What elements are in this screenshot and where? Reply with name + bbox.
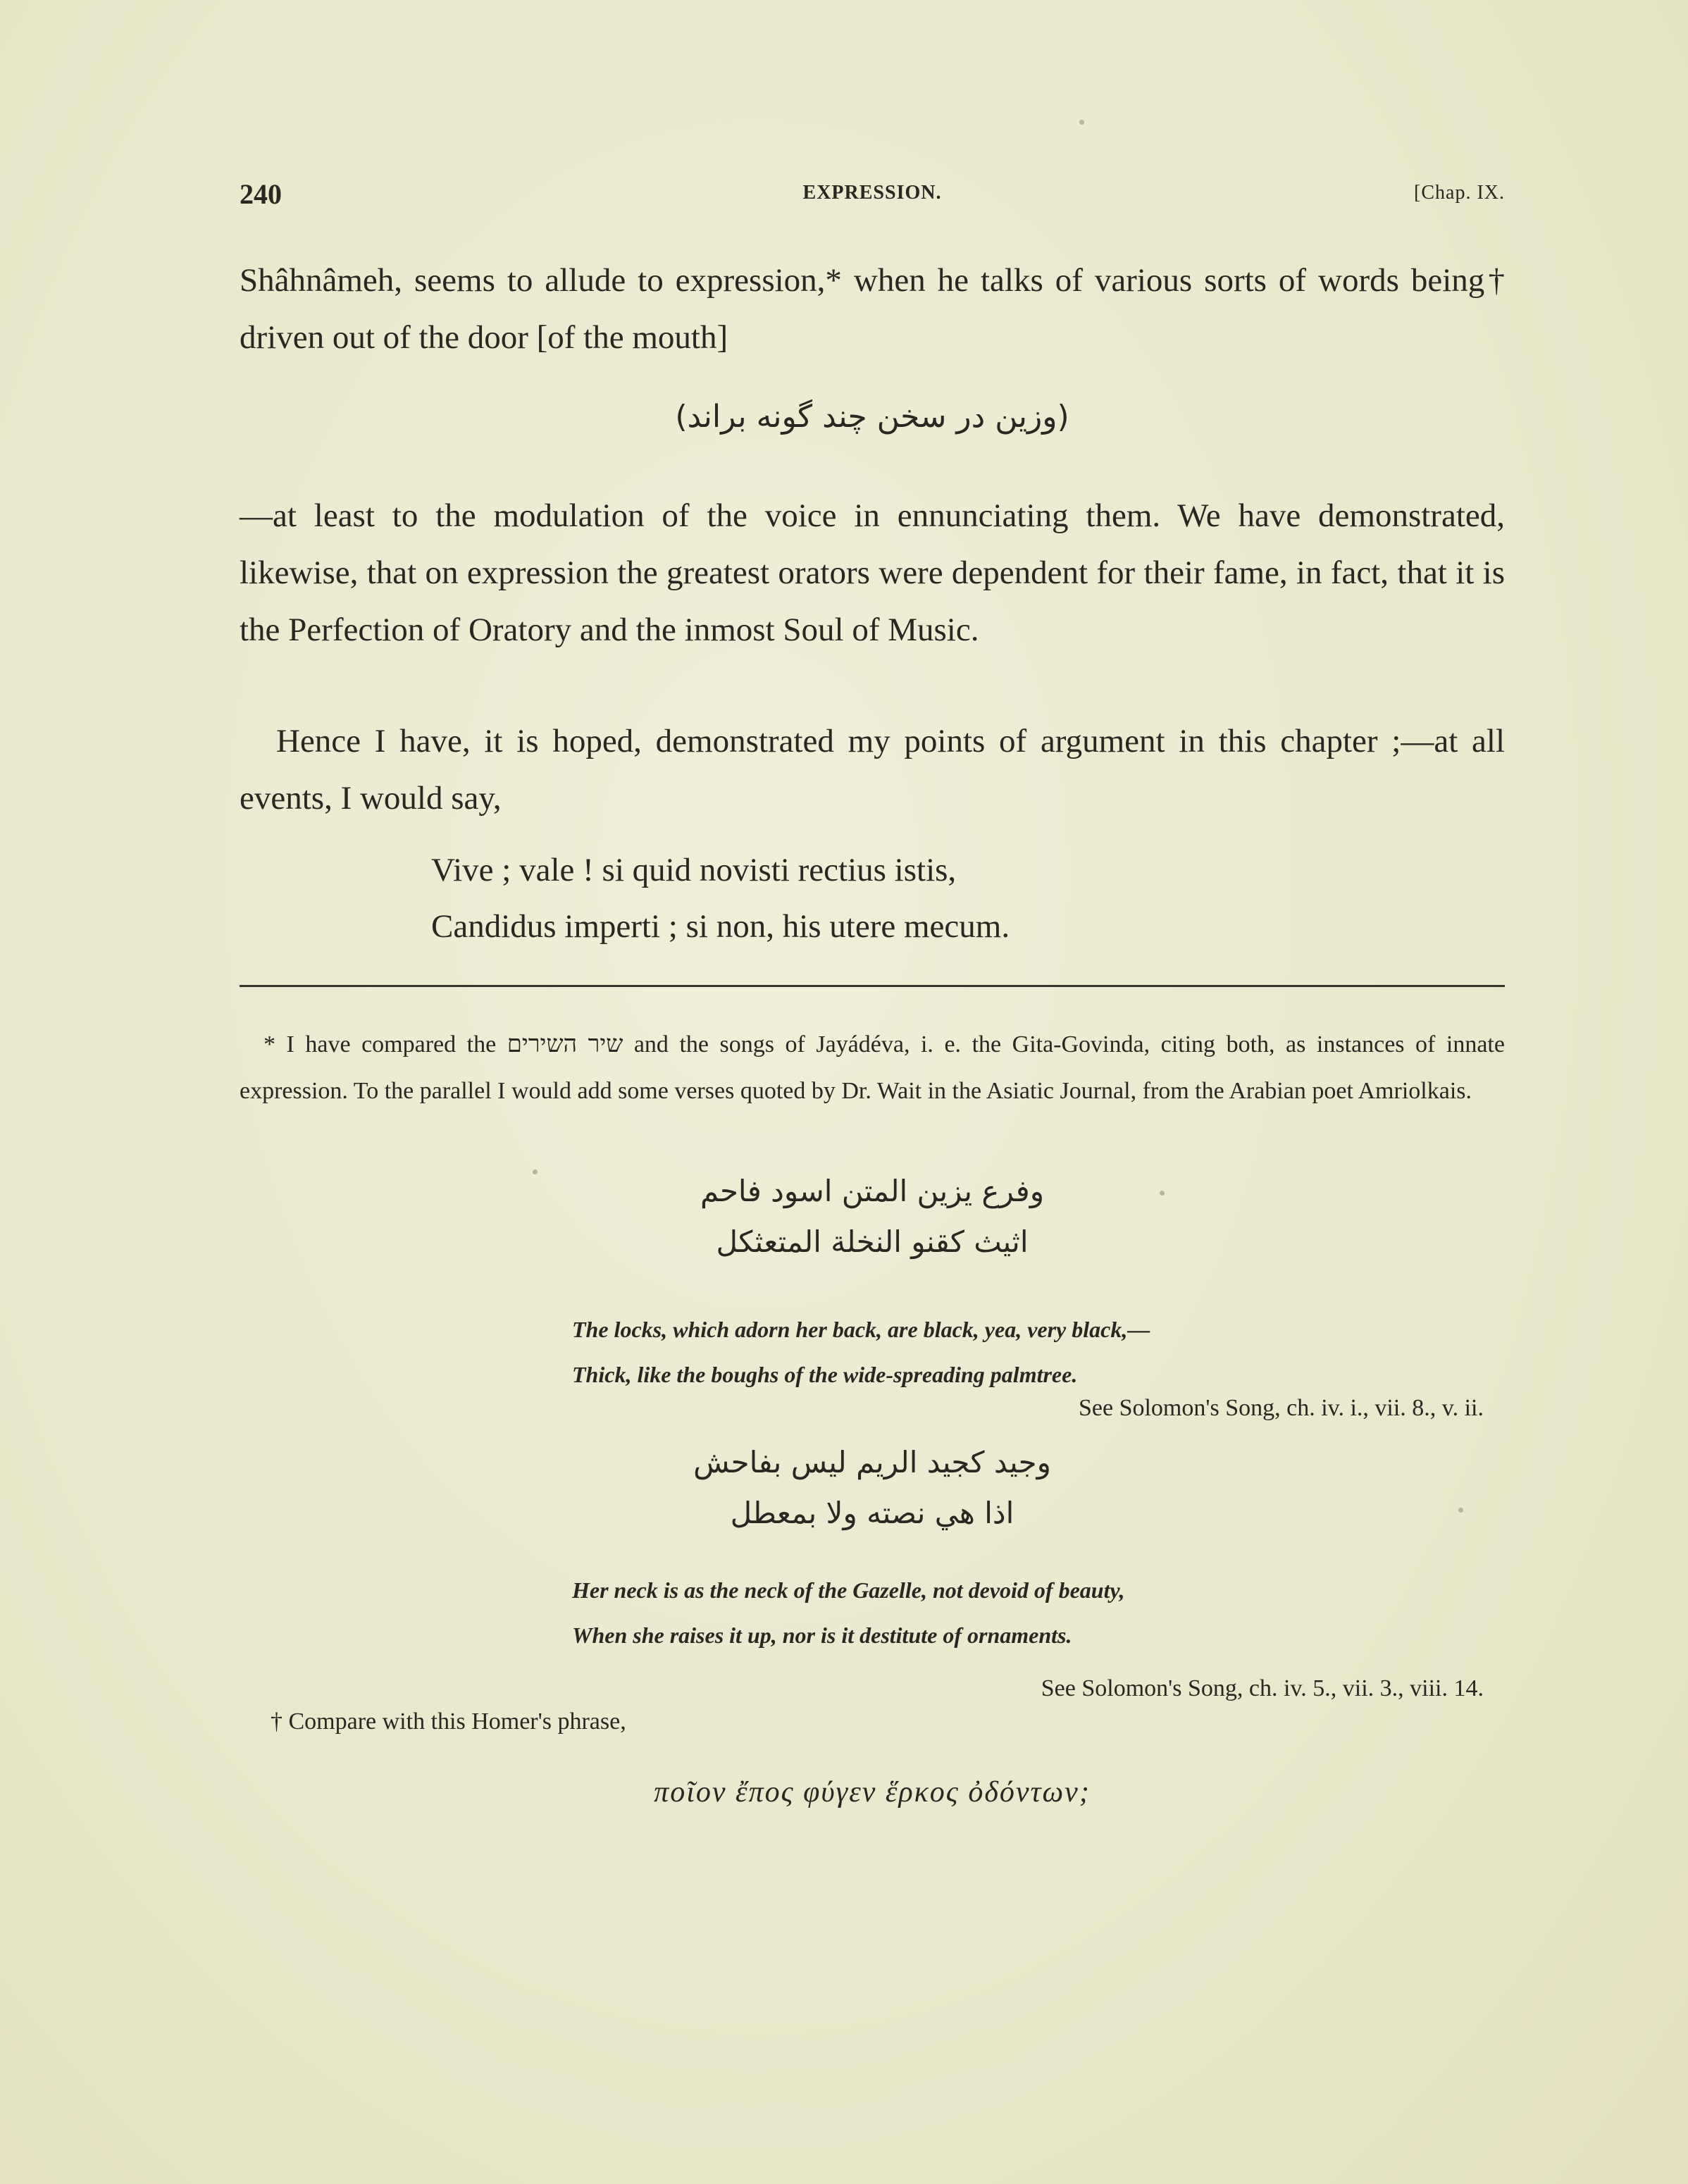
footnote-1-text: * I have compared the שיר השירים and the songs of Jayádéva, i. e. the Gita-Govinda, citing both, as instances of innate expression. To the parallel I would add some verses quoted by Dr. Wait in the Asiatic Journal, from the Arabian poet Amriolkais. [240, 1031, 1505, 1104]
paper-speck [533, 1169, 538, 1174]
arabic-verse-2 [240, 1437, 1505, 1539]
reference-2: See Solomon's Song, ch. iv. 5., vii. 3., viii. 14. [1041, 1675, 1484, 1701]
arabic-verse-1 [240, 1166, 1505, 1267]
latin-verse [431, 842, 1010, 955]
translation-1 [572, 1307, 1150, 1397]
footnote-2: † Compare with this Homer's phrase, [271, 1708, 626, 1735]
arabic-verse-1-line-1: وفرع يزين المتن اسود فاحم [700, 1174, 1044, 1208]
paragraph-1-text: Shâhnâmeh, seems to allude to expression,* when he talks of various sorts of words being† driven out of the door [of the mouth] [240, 262, 1505, 356]
chapter-label: [Chap. IX. [1414, 182, 1505, 204]
translation-2-line-1: Her neck is as the neck of the Gazelle, not devoid of beauty, [572, 1577, 1125, 1603]
translation-2-line-2: When she raises it up, nor is it destitute of ornaments. [572, 1623, 1072, 1648]
paragraph-1 [240, 252, 1505, 366]
page-number: 240 [240, 178, 282, 210]
persian-quote: (وزين در سخن چند گونه براند) [675, 399, 1069, 435]
paragraph-2 [240, 488, 1505, 659]
paper-speck [1079, 120, 1084, 125]
paragraph-2-text: —at least to the modulation of the voice in ennunciating them. We have demonstrated, likewise, that on expression the greatest orators were dependent for their fame, in fact, that it is the Perfection of Oratory and the inmost Soul of Music. [240, 497, 1505, 648]
arabic-verse-1-line-2: اثيث كقنو النخلة المتعثكل [716, 1224, 1029, 1259]
translation-2 [572, 1568, 1124, 1658]
footnote-1 [240, 1022, 1505, 1115]
translation-1-line-2: Thick, like the boughs of the wide-spreading palmtree. [572, 1362, 1078, 1387]
page-header [240, 178, 1505, 220]
verse-line-1: Vive ; vale ! si quid novisti rectius istis, [431, 852, 957, 888]
paper-speck [1160, 1191, 1165, 1196]
translation-1-line-1: The locks, which adorn her back, are black, yea, very black,— [572, 1317, 1150, 1342]
greek-quote: ποῖον ἔπος φύγεν ἕρκος ὀδόντων; [654, 1776, 1091, 1808]
paper-speck [1458, 1508, 1463, 1513]
reference-1: See Solomon's Song, ch. iv. i., vii. 8., v. ii. [1078, 1395, 1484, 1421]
footnote-divider [240, 985, 1505, 987]
verse-line-2: Candidus imperti ; si non, his utere mecum. [431, 908, 1010, 945]
running-head: EXPRESSION. [802, 182, 942, 204]
arabic-verse-2-line-2: اذا هي نصته ولا بمعطل [730, 1496, 1014, 1530]
arabic-verse-2-line-1: وجيد كجيد الريم ليس بفاحش [693, 1445, 1051, 1479]
paragraph-3-text: Hence I have, it is hoped, demonstrated my points of argument in this chapter ;—at all events, I would say, [240, 723, 1505, 817]
paragraph-3 [240, 713, 1505, 827]
